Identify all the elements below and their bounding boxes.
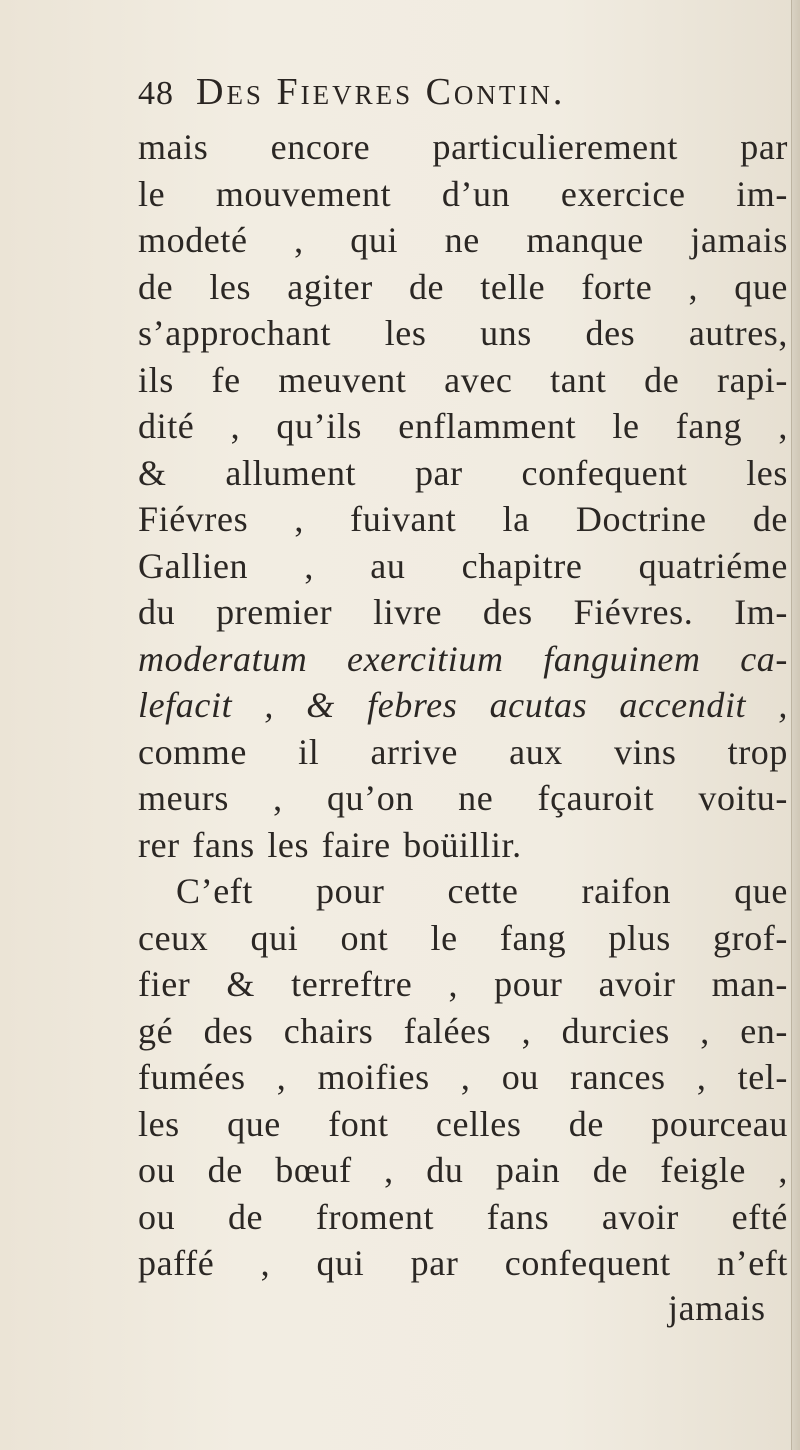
text-line: mais encore particulierement par <box>138 127 788 167</box>
text-line: le mouvement d’un exercice im- <box>138 173 788 214</box>
latin-quote-line: lefacit , & febres acutas accendit , <box>138 685 788 725</box>
text-line: gé des chairs falées , durcies , en- <box>138 1010 788 1051</box>
text-line: modeté , qui ne manque jamais <box>138 220 788 260</box>
text-line: ou de bœuf , du pain de feigle , <box>138 1150 788 1190</box>
paragraph-start-line: C’eft pour cette raifon que <box>176 871 788 911</box>
text-line: les que font celles de pourceau <box>138 1103 788 1144</box>
text-line: s’approchant les uns des autres, <box>138 313 788 353</box>
text-line: ou de froment fans avoir efté <box>138 1196 788 1237</box>
paragraph-end-line: rer fans les faire boüillir. <box>138 824 522 865</box>
text-line: Fiévres , fuivant la Doctrine de <box>138 499 788 539</box>
running-head: Des Fievres Contin. <box>196 71 566 113</box>
text-line: comme il arrive aux vins trop <box>138 731 788 772</box>
text-line: dité , qu’ils enflamment le fang , <box>138 406 788 446</box>
body-text <box>138 124 788 1287</box>
page-edge <box>791 0 800 1450</box>
text-line: du premier livre des Fiévres. Im- <box>138 592 788 632</box>
page-header <box>138 70 778 126</box>
page-number: 48 <box>138 75 174 112</box>
text-line: fier & terreftre , pour avoir man- <box>138 964 788 1004</box>
text-line: & allument par confequent les <box>138 452 788 493</box>
latin-quote-line: moderatum exercitium fanguinem ca- <box>138 638 788 679</box>
text-line: meurs , qu’on ne fçauroit voitu- <box>138 778 788 818</box>
text-line: Gallien , au chapitre quatriéme <box>138 545 788 586</box>
text-line: fumées , moifies , ou rances , tel- <box>138 1057 788 1097</box>
catchword: jamais <box>668 1288 766 1328</box>
text-line: de les agiter de telle forte , que <box>138 266 788 307</box>
text-line: ceux qui ont le fang plus grof- <box>138 917 788 958</box>
text-line: ils fe meuvent avec tant de rapi- <box>138 359 788 400</box>
text-line: paffé , qui par confequent n’eft <box>138 1243 788 1283</box>
